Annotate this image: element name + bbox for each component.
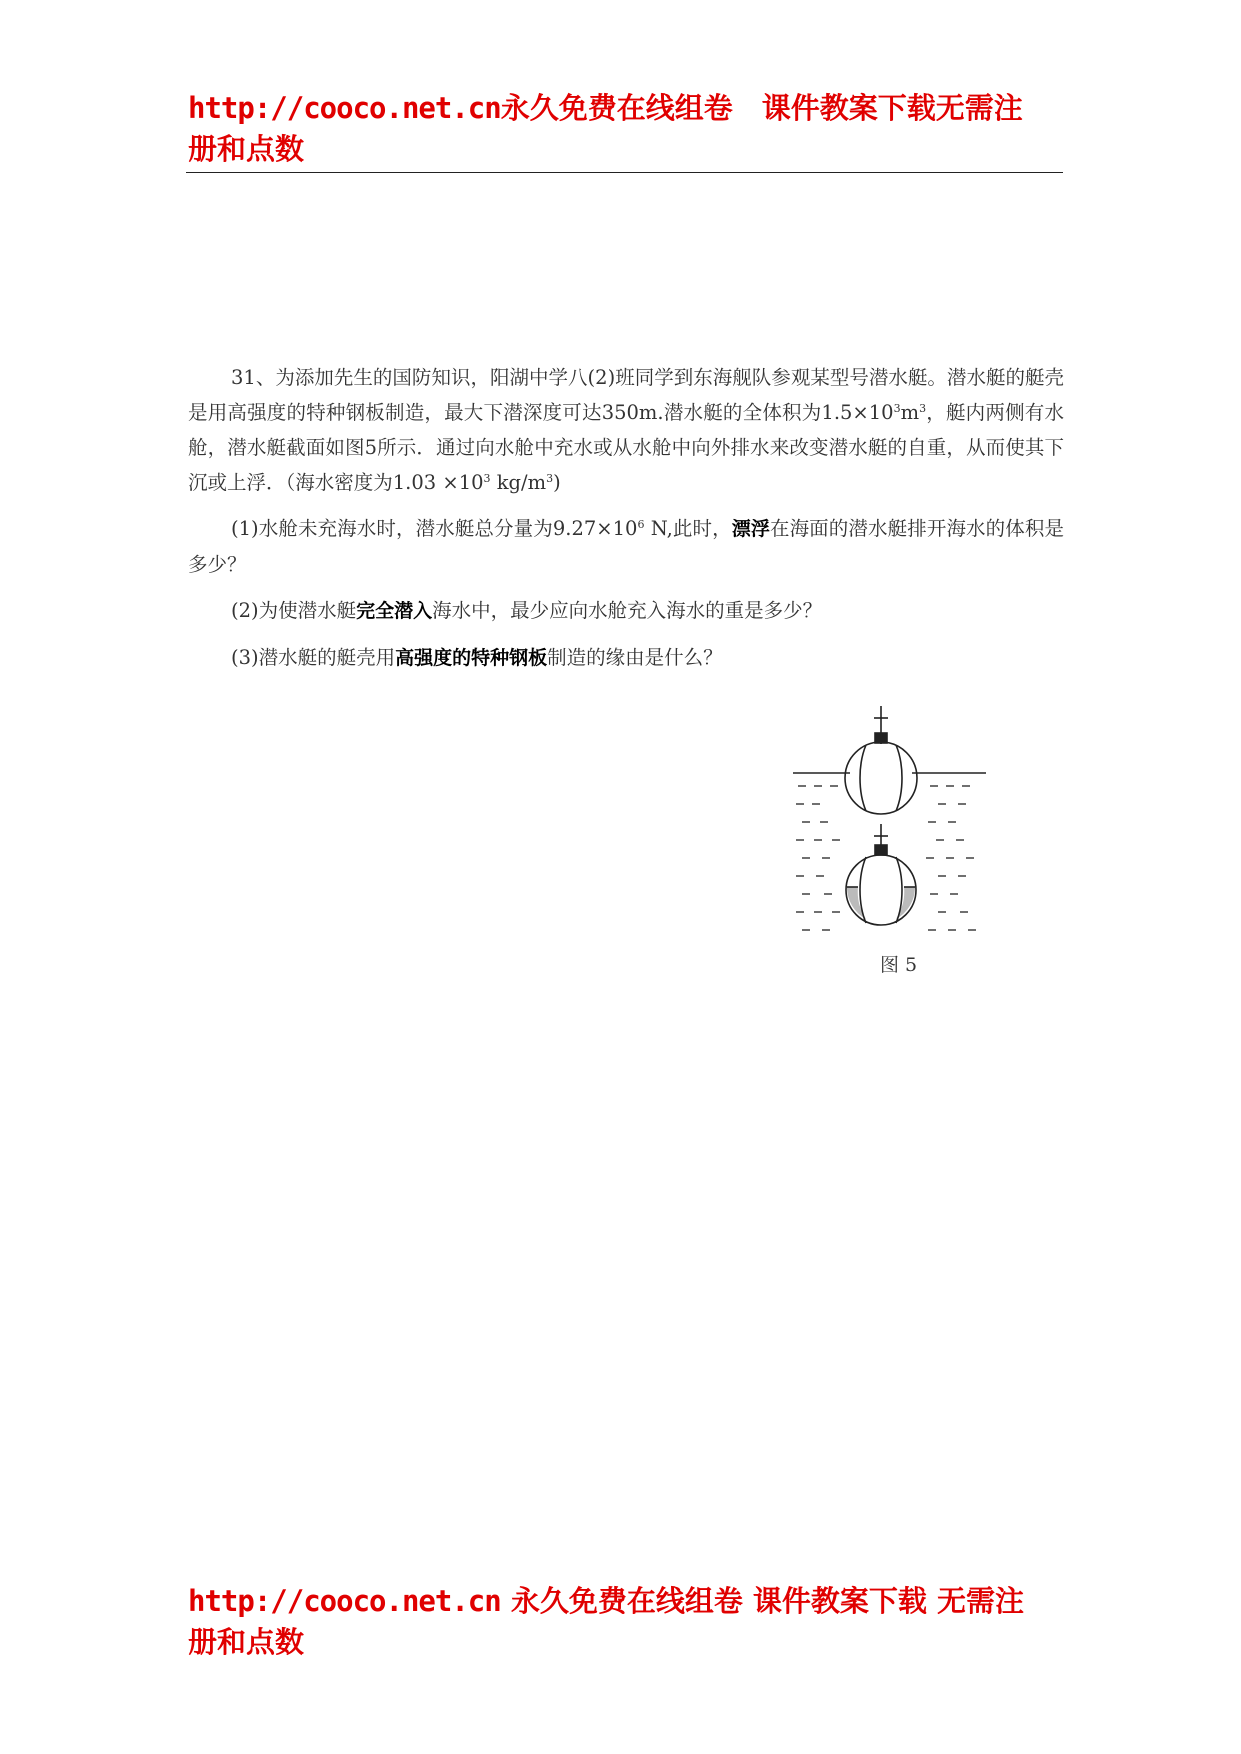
question-2: (2)为使潜水艇完全潜入海水中，最少应向水舱充入海水的重是多少？	[231, 599, 823, 622]
submarine-cross-section-figure	[788, 704, 988, 944]
footer-banner	[188, 1581, 1078, 1663]
footer-slogan: 永久免费在线组卷 课件教案下载 无需注	[500, 1584, 1025, 1618]
footer-line-2: 册和点数	[188, 1625, 305, 1659]
footer-line-1	[188, 1581, 1078, 1622]
question-3-emphasis: 高强度的特种钢板	[395, 647, 548, 669]
question-2-emphasis: 完全潜入	[356, 600, 433, 622]
question-3: (3)潜水艇的艇壳用高强度的特种钢板制造的缘由是什么？	[231, 646, 723, 669]
footer-url-link[interactable]: http://cooco.net.cn	[188, 1584, 501, 1618]
problem-body	[188, 360, 1064, 676]
question-1: (1)水舱未充海水时，潜水艇总分量为$9.27\times 10^6$ N,此时，漂浮在海面的潜水艇排开海水的体积是多少？	[188, 517, 1064, 576]
header-banner	[188, 88, 1064, 170]
header-url-link[interactable]: http://cooco.net.cn	[188, 91, 501, 125]
figure-caption: 图 5	[880, 954, 918, 976]
problem-intro: 31、为添加先生的国防知识，阳湖中学八(2)班同学到东海舰队参观某型号潜水艇。潜水艇的艇壳是用高强度的特种钢板制造，最大下潜深度可达350m.潜水艇的全体积为$1.5\times 10^3m^3$，艇内两侧有水舱，潜水艇截面如图5所示．通过向水舱中充水或从水舱中向外排水来改变潜水艇的自重，从而使其下沉或上浮．（海水密度为$1.03 \times 10^3$ $kg/m^3$)	[188, 366, 1064, 494]
header-slogan: 永久免费在线组卷 课件教案下载无需注	[500, 91, 1023, 125]
question-1-emphasis: 漂浮	[731, 518, 770, 540]
header-divider	[186, 172, 1063, 173]
header-line-1	[188, 88, 1064, 129]
header-line-2: 册和点数	[188, 132, 305, 166]
